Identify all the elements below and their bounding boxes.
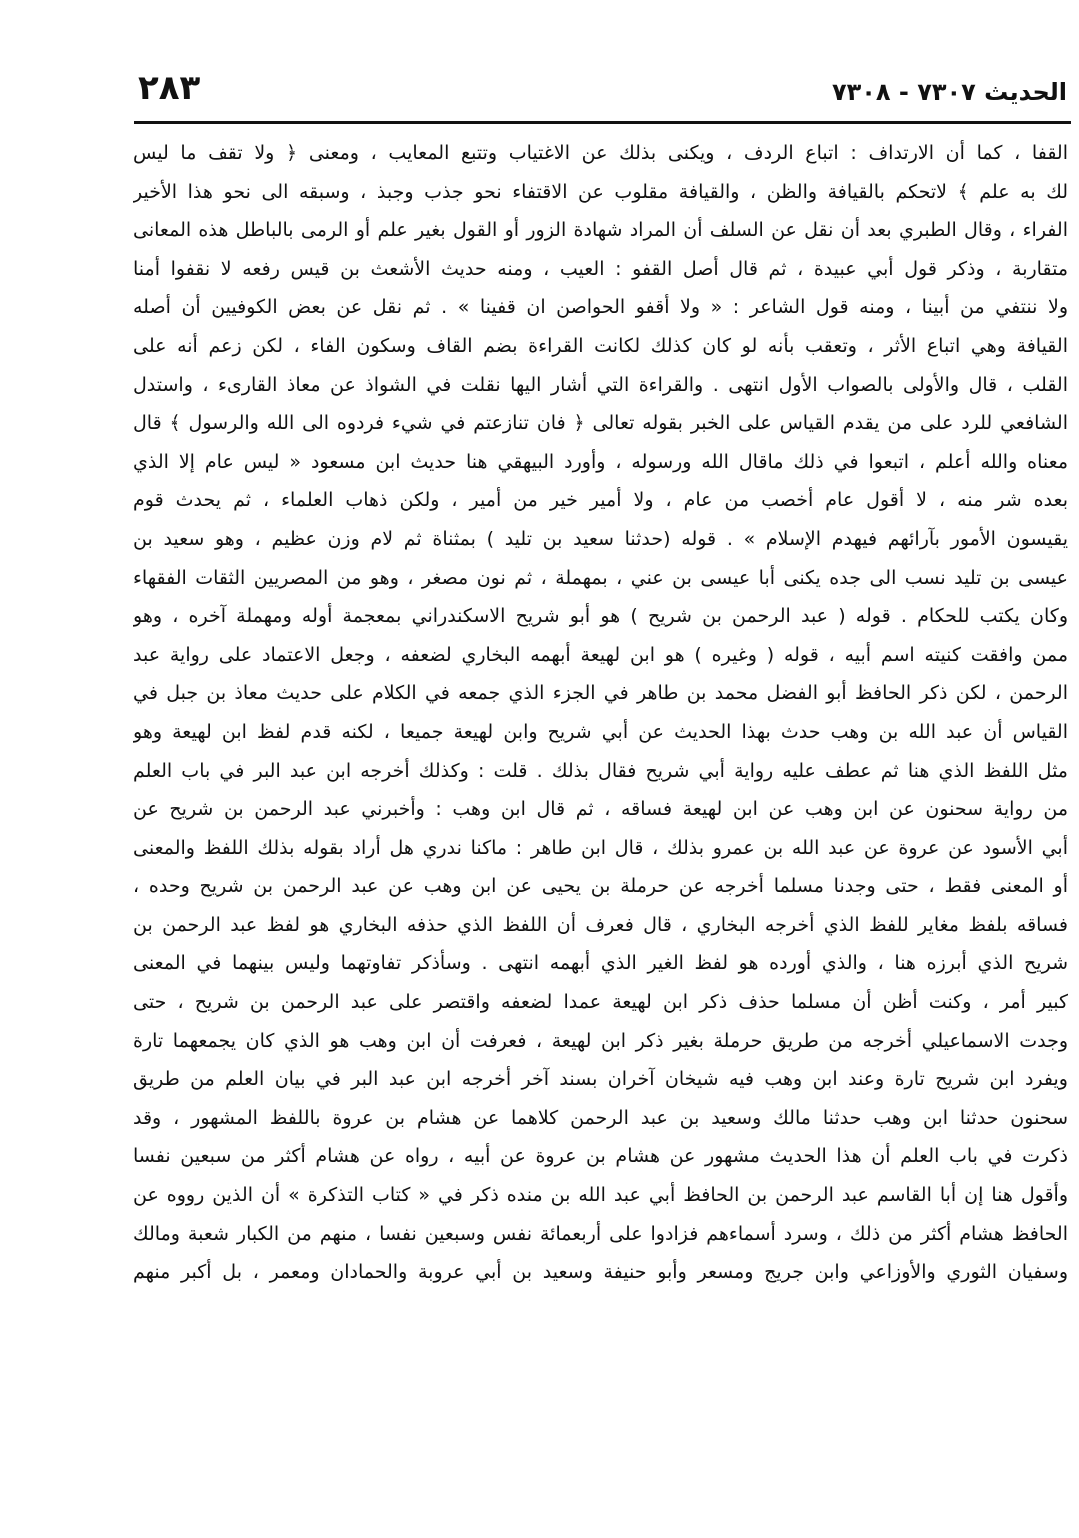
text-line: ولا ننتفي من أبينا ، ومنه قول الشاعر : « ولا أقفو الحواصن ان قفينا » . ثم نقل عن بعض الكوفيين أن أصله — [133, 296, 1068, 319]
text-line: وجدت الاسماعيلي أخرجه من طريق حرملة بغير ذكر ابن لهيعة ، فعرفت أن ابن وهب هو الذي كان يجمعهما تارة — [133, 1029, 1068, 1052]
text-line: وكان يكتب للحكام . قوله ( عبد الرحمن بن شريح ) هو أبو شريح الاسكندراني بمعجمة أوله ومهملة آخره ، وهو — [133, 605, 1068, 628]
text-line: أو المعنى فقط ، حتى وجدنا مسلما أخرجه عن حرملة بن يحيى عن ابن وهب عن عبد الرحمن بن شريح وحده ، — [133, 875, 1068, 898]
text-line: من رواية سحنون عن ابن وهب عن ابن لهيعة فساقه ، ثم قال ابن وهب : وأخبرني عبد الرحمن بن شريح عن — [133, 798, 1068, 821]
text-line: لك به علم ﴾ لاتحكم بالقيافة والظن ، والقيافة مقلوب عن الاقتفاء نحو جذب وجبذ ، وسبقه الى نحو هذا الأخير — [133, 180, 1068, 203]
text-line: عيسى بن تليد نسب الى جده يكنى أبا عيسى بن عني ، بمهملة ، ثم نون مصغر ، وهو من المصريين الثقات الفقهاء — [133, 566, 1068, 589]
text-line: يقيسون الأمور بآرائهم فيهدم الإسلام » . قوله (حدثنا سعيد بن تليد ) بمثناة ثم لام وزن عظيم ، وهو سعيد بن — [133, 527, 1068, 550]
text-line: وأقول هنا إن أبا القاسم عبد الرحمن بن الحافظ أبي عبد الله بن منده ذكر في « كتاب التذكرة » أن الذين رووه عن — [133, 1184, 1068, 1207]
text-line: القيافة وهي اتباع الأثر ، وتعقب بأنه لو كان كذلك لكانت القراءة بضم القاف وسكون الفاء ، لكن زعم أنه على — [133, 334, 1068, 357]
text-line: وسفيان الثوري والأوزاعي وابن جريج ومسعر وأبو حنيفة وسعيد بن أبي عروبة والحمادان ومعمر ، بل أكبر منهم — [133, 1261, 1068, 1284]
text-line: متقاربة ، وذكر قول أبي عبيدة ، ثم قال أصل القفو : العيب ، ومنه حديث الأشعث بن قيس رفعه لا نقفوا أمنا — [133, 257, 1068, 280]
header-rule — [134, 121, 1071, 124]
text-line: شريح الذي أبرزه هنا ، والذي أورده هو لفظ الغير الذي أبهمه انتهى . وسأذكر تفاوتهما وليس بينهما في المعنى — [133, 952, 1068, 975]
text-line: ذكرت في باب العلم أن هذا الحديث مشهور عن هشام بن عروة عن أبيه ، رواه عن هشام أكثر من سبعين نفسا — [133, 1145, 1068, 1168]
text-line: القفا ، كما أن الارتداف : اتباع الردف ، ويكنى بذلك عن الاغتياب وتتبع المعايب ، ومعنى ﴿ ولا تقف ما ليس — [133, 142, 1068, 164]
text-line: أبي الأسود عن عروة عن عبد الله بن عمرو بذلك ، قال ابن طاهر : ماكنا ندري هل أراد بقوله بذلك اللفظ والمعنى — [133, 836, 1068, 859]
page-number: ٢٨٣ — [138, 68, 201, 108]
text-line: سحنون حدثنا ابن وهب حدثنا مالك وسعيد بن عبد الرحمن كلاهما عن هشام بن عروة باللفظ المشهور ، وقد — [133, 1106, 1068, 1129]
text-line: ممن وافقت كنيته اسم أبيه ، قوله ( وغيره ) هو ابن لهيعة أبهمه البخاري لضعفه ، وجعل الاعتماد على رواية عبد — [133, 643, 1068, 666]
text-line: كبير أمر ، وكنت أظن أن مسلما حذف ذكر ابن لهيعة عمدا لضعفه واقتصر على عبد الرحمن بن شريح ، حتى — [133, 991, 1068, 1014]
text-line: الفراء ، وقال الطبري بعد أن نقل عن السلف أن المراد شهادة الزور أو القول بغير علم أو الرمى بالباطل هذه المعانى — [133, 219, 1068, 242]
running-header-title: الحديث ٧٣٠٧ - ٧٣٠٨ — [831, 78, 1067, 106]
text-line: الشافعي للرد على من يقدم القياس على الخبر بقوله تعالى ﴿ فان تنازعتم في شيء فردوه الى الله والرسول ﴾ قال — [133, 412, 1068, 435]
text-line: الحافظ هشام أكثر من ذلك ، وسرد أسماءهم فزادوا على أربعمائة نفس وسبعين نفسا ، منهم من الكبار شعبة ومالك — [133, 1222, 1068, 1245]
body-text — [133, 134, 1068, 1292]
text-line: القياس أن عبد الله بن وهب حدث بهذا الحديث عن أبي شريح وابن لهيعة جميعا ، لكنه قدم لفظ ابن لهيعة وهو — [133, 720, 1068, 743]
text-line: ويفرد ابن شريح تارة وعند ابن وهب فيه شيخان آخران بسند آخر أخرجه ابن عبد البر في بيان العلم من طريق — [133, 1068, 1068, 1091]
text-line: بعده شر منه ، لا أقول عام أخصب من عام ، ولا أمير خير من أمير ، ولكن ذهاب العلماء ، ثم يحدث قوم — [133, 489, 1068, 512]
text-line: مثل اللفظ الذي هنا ثم عطف عليه رواية أبي شريح فقال بذلك . قلت : وكذلك أخرجه ابن عبد البر في باب العلم — [133, 759, 1068, 782]
text-line: القلب ، قال والأولى بالصواب الأول انتهى . والقراءة التي أشار اليها نقلت في الشواذ عن معاذ القارىء ، واستدل — [133, 373, 1068, 396]
text-line: فساقه بلفظ مغاير للفظ الذي أخرجه البخاري ، قال فعرف أن اللفظ الذي حذفه البخاري هو لفظ عبد الرحمن بن — [133, 913, 1068, 936]
text-line: الرحمن ، لكن ذكر الحافظ أبو الفضل محمد بن طاهر في الجزء الذي جمعه في الكلام على حديث معاذ بن جبل في — [133, 682, 1068, 705]
text-line: معناه والله أعلم ، اتبعوا في ذلك ماقال الله ورسوله ، وأورد البيهقي هنا حديث ابن مسعود « ليس عام إلا الذي — [133, 450, 1068, 473]
